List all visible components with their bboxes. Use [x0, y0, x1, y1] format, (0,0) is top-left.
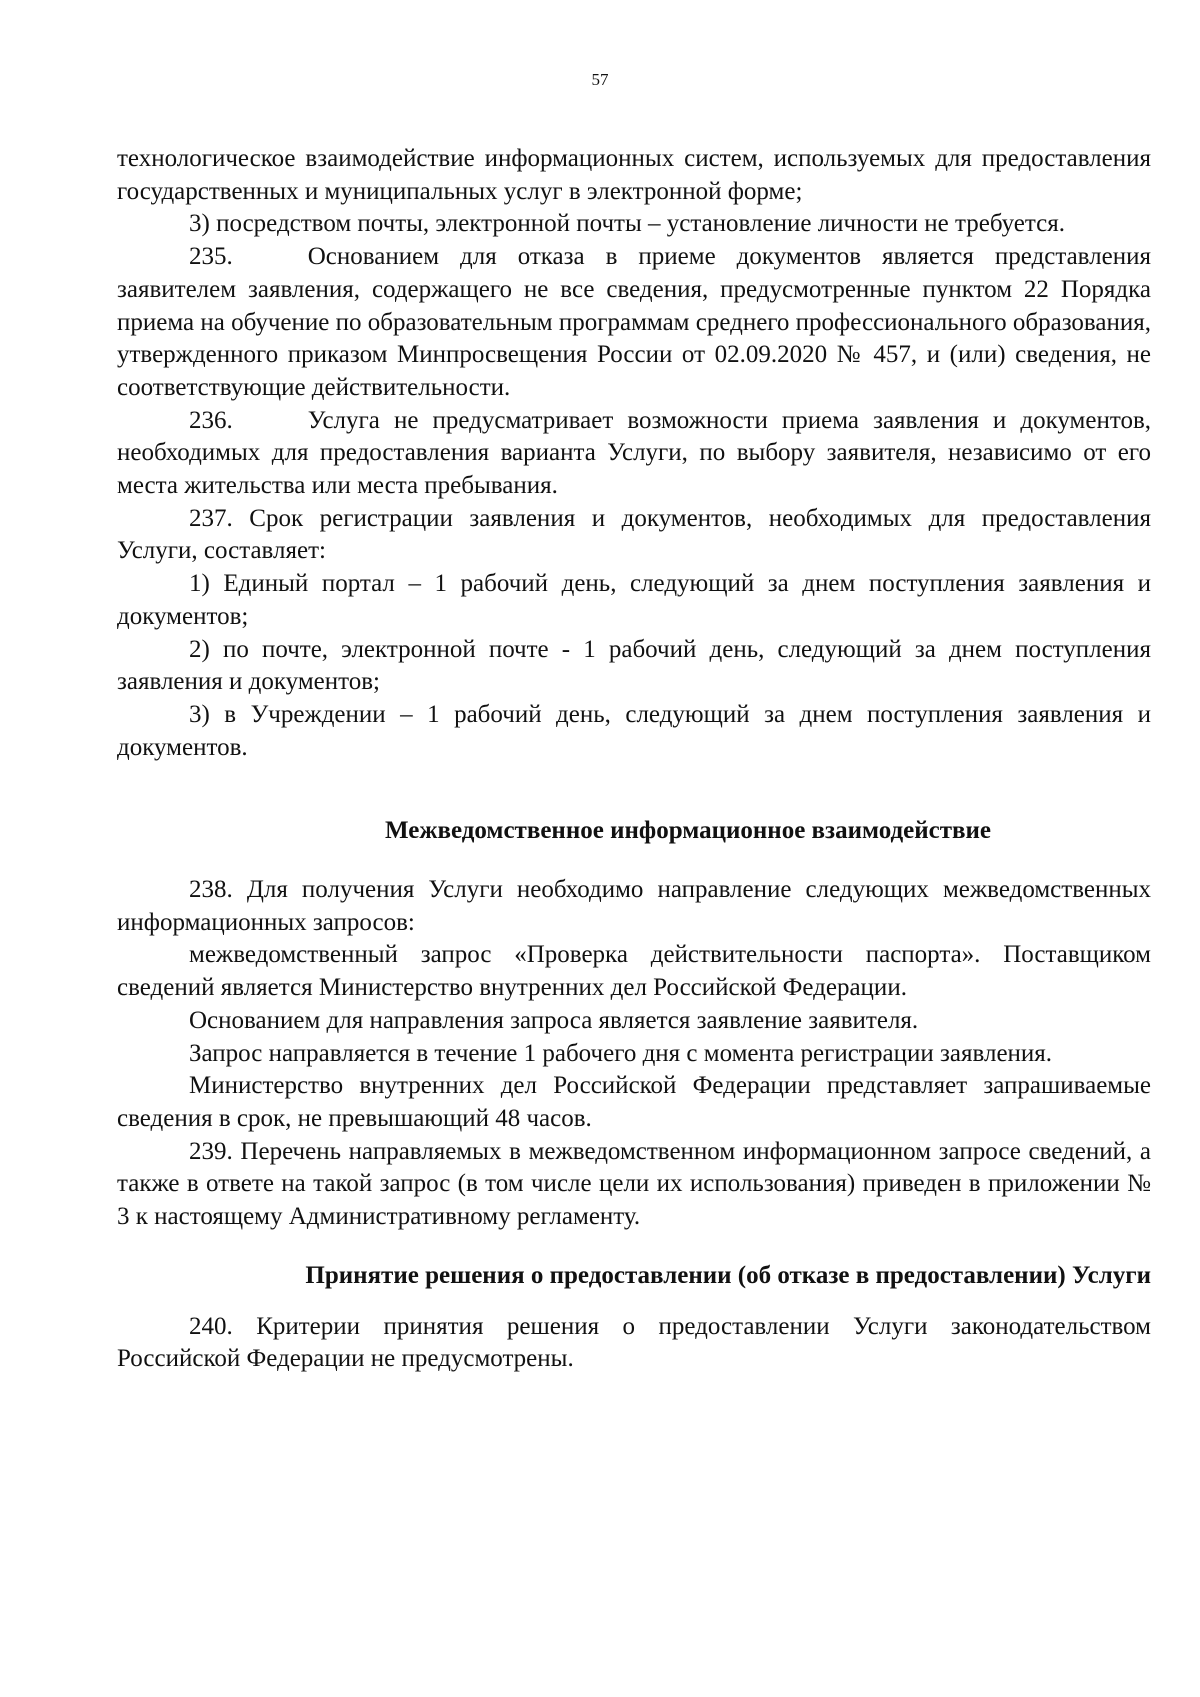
page-number: 57: [591, 70, 609, 89]
paragraph-237: 237. Срок регистрации заявления и документов, необходимых для предоставления Услуги, составляет:: [117, 504, 1151, 565]
paragraph-238-request: межведомственный запрос «Проверка действительности паспорта». Поставщиком сведений является Министерство внутренних дел Российской Федерации.: [117, 941, 1151, 1002]
paragraph-238-basis: Основанием для направления запроса является заявление заявителя.: [189, 1006, 919, 1034]
paragraph-237-item-1: 1) Единый портал – 1 рабочий день, следующий за днем поступления заявления и документов;: [117, 570, 1151, 630]
paragraph-238: 238. Для получения Услуги необходимо направление следующих межведомственных информационных запросов:: [117, 876, 1151, 936]
paragraph-239: 239. Перечень направляемых в межведомственном информационном запросе сведений, а также в ответе на такой запрос (в том числе цели их использования) приведен в приложении № 3 к настоящему Административному регламенту.: [117, 1137, 1151, 1231]
paragraph-237-item-3: 3) в Учреждении – 1 рабочий день, следующий за днем поступления заявления и документов.: [117, 700, 1151, 761]
paragraph-236: 236. Услуга не предусматривает возможности приема заявления и документов, необходимых для предоставления варианта Услуги, по выбору заявителя, независимо от его места жительства или места пребывания.: [117, 406, 1151, 500]
section-heading-decision: Принятие решения о предоставлении (об отказе в предоставлении) Услуги: [305, 1261, 1151, 1289]
paragraph-237-item-2: 2) по почте, электронной почте - 1 рабочий день, следующий за днем поступления заявления и документов;: [117, 635, 1151, 696]
paragraph-238-response: Министерство внутренних дел Российской Федерации представляет запрашиваемые сведения в срок, не превышающий 48 часов.: [117, 1072, 1151, 1132]
paragraph-item-3: 3) посредством почты, электронной почты – установление личности не требуется.: [189, 210, 1065, 238]
paragraph-238-timing: Запрос направляется в течение 1 рабочего дня с момента регистрации заявления.: [189, 1039, 1053, 1067]
paragraph-235: 235. Основанием для отказа в приеме документов является представления заявителем заявления, содержащего не все сведения, предусмотренные пунктом 22 Порядка приема на обучение по образовательным программам среднего профессионального образования, утвержденного приказом Минпросвещения России от 02.09.2020 № 457, и (или) сведения, не соответствующие действительности.: [117, 243, 1151, 401]
document-body: [117, 143, 1151, 1376]
section-heading-interagency: Межведомственное информационное взаимодействие: [385, 817, 991, 845]
paragraph-240: 240. Критерии принятия решения о предоставлении Услуги законодательством Российской Федерации не предусмотрены.: [117, 1312, 1151, 1373]
paragraph-continuation: технологическое взаимодействие информационных систем, используемых для предоставления государственных и муниципальных услуг в электронной форме;: [117, 145, 1151, 205]
